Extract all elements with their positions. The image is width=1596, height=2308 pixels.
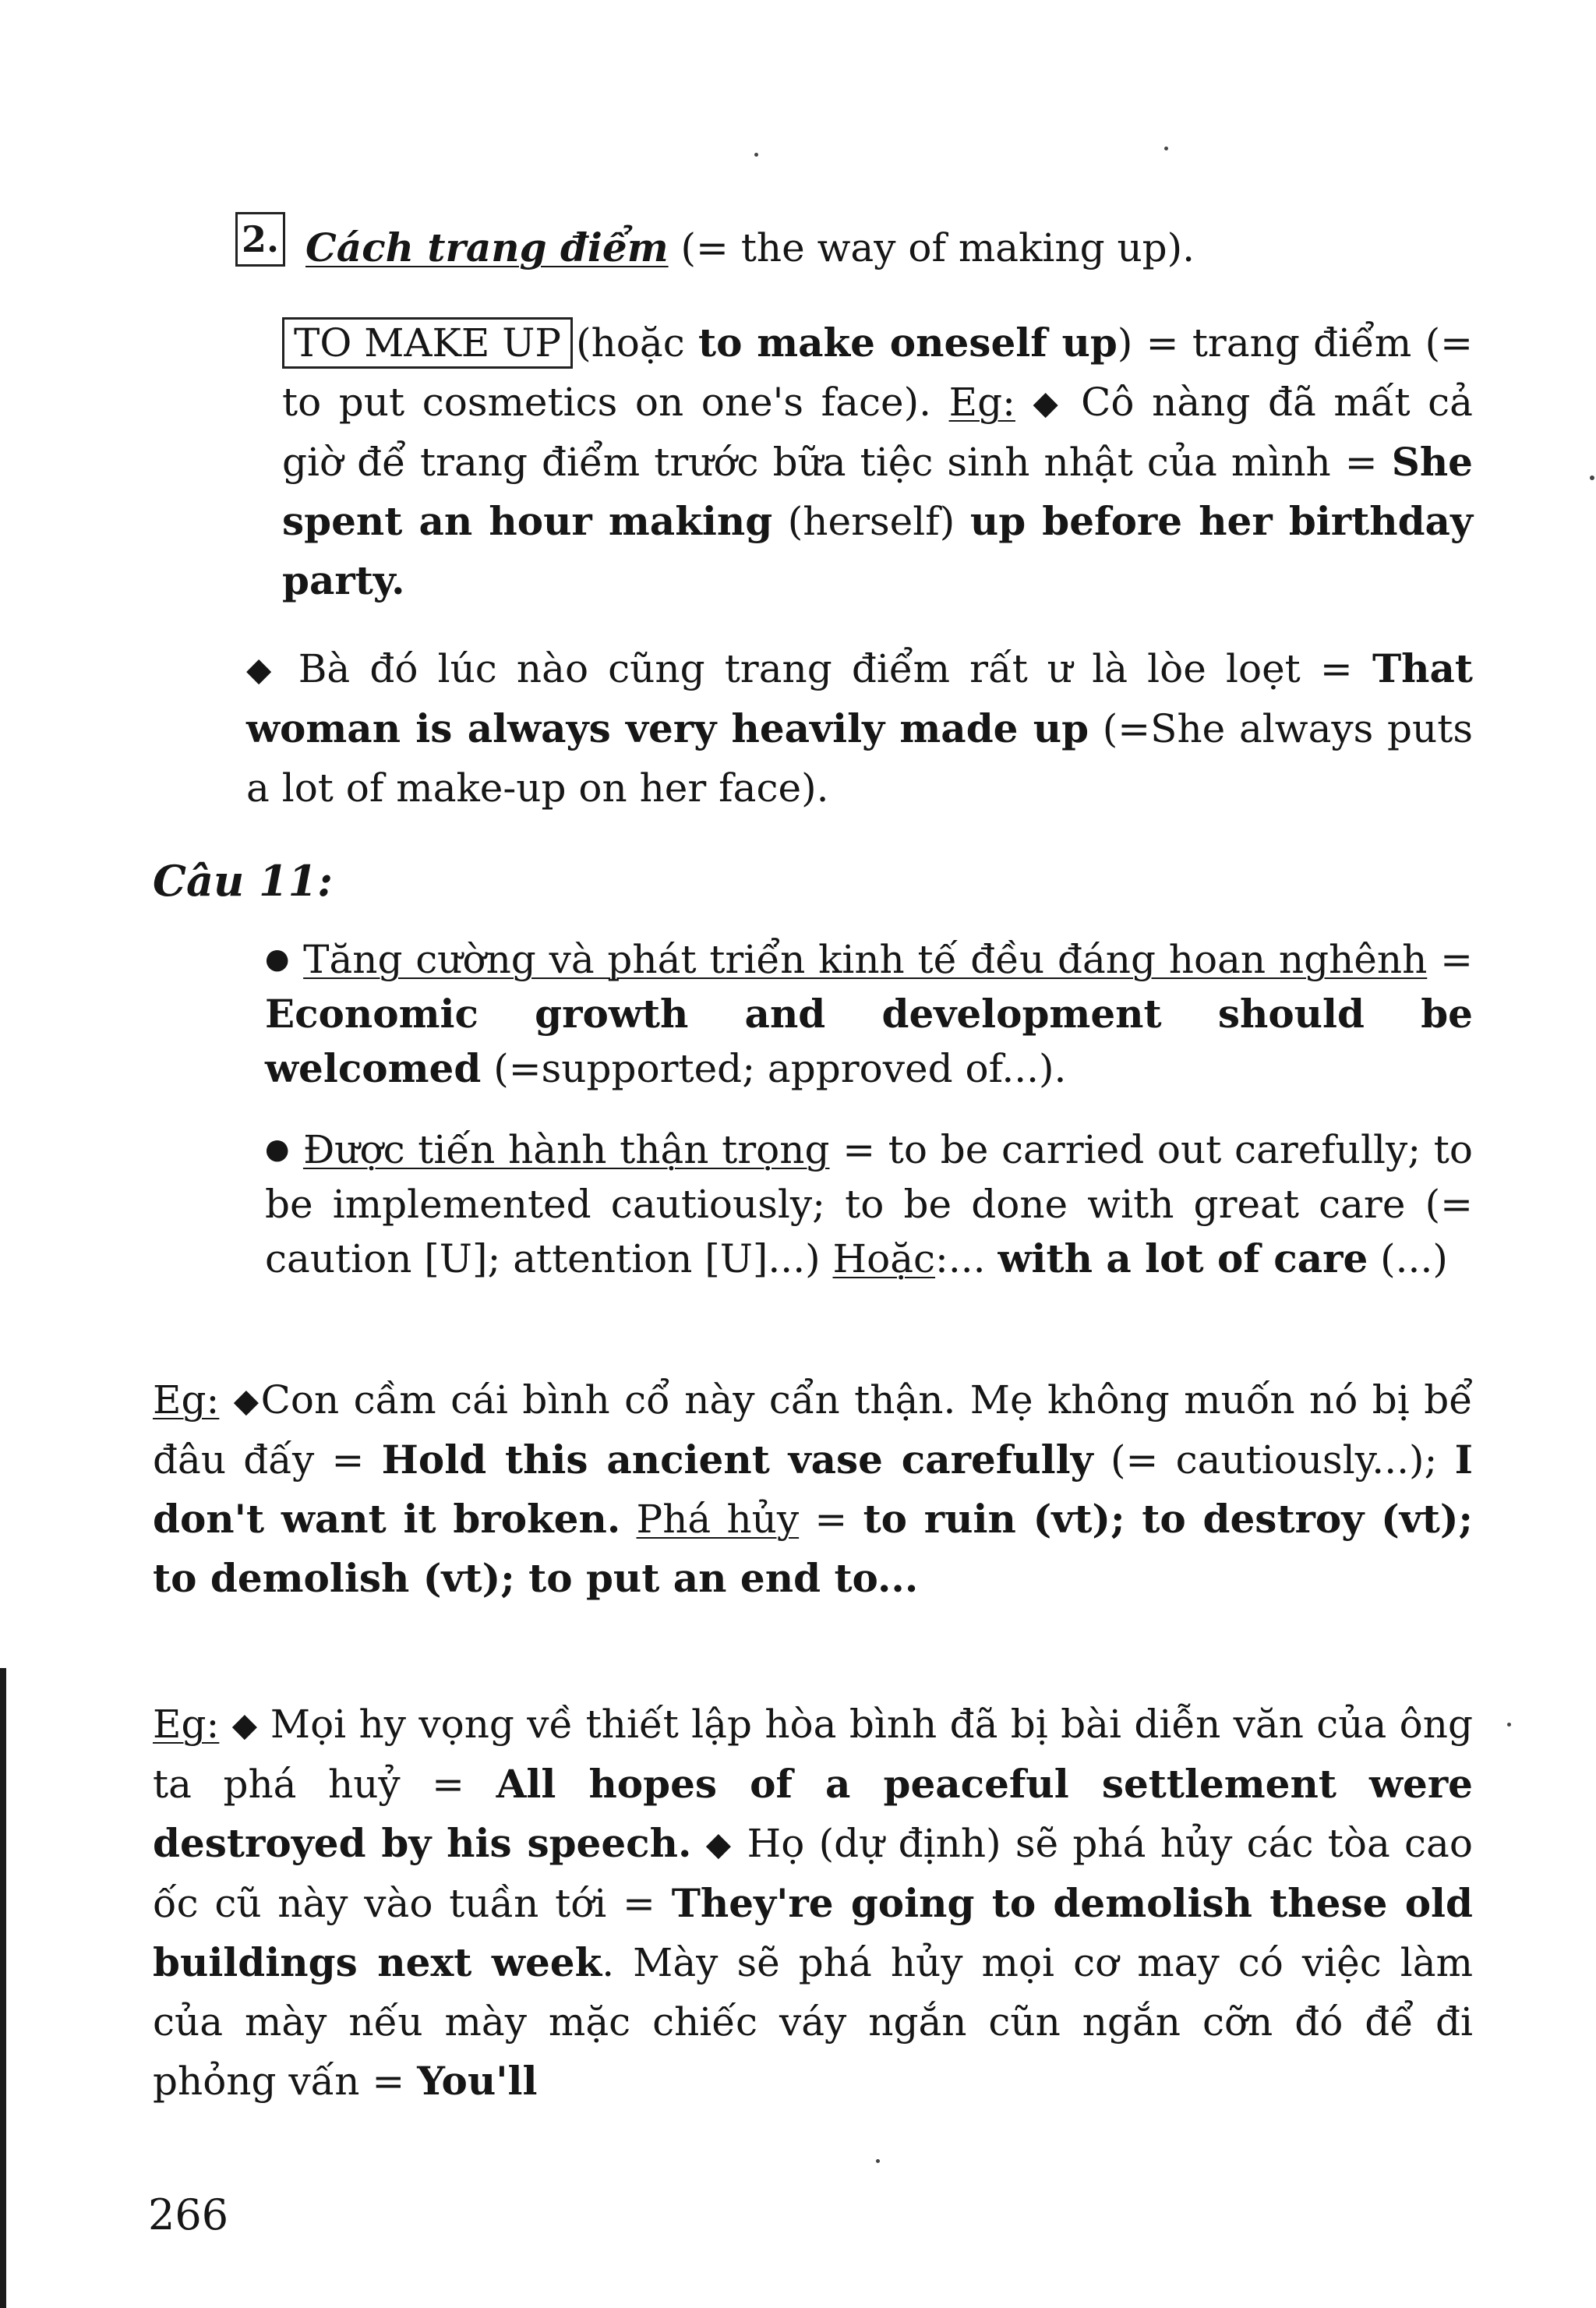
bullet-1-vietnamese: Tăng cường và phát triển kinh tế đều đáng hoan nghênh bbox=[303, 937, 1428, 982]
eg-2-dot: . bbox=[602, 1940, 615, 1985]
example-1-english-c: up before her birthday party. bbox=[282, 498, 1473, 603]
section-title: Cách trang điểm bbox=[305, 224, 669, 270]
cau-11-heading bbox=[153, 851, 333, 911]
example-1-vietnamese: Cô nàng đã mất cả giờ để trang điểm trước bữa tiệc sinh nhật của mình = bbox=[282, 380, 1473, 485]
eg-2-vietnamese-3: Mày sẽ phá hủy mọi cơ may có việc làm của mày nếu mày mặc chiếc váy ngắn cũn ngắn cỡn đó để đi phỏng vấn = bbox=[153, 1940, 1473, 2104]
example-2-rest: (=She always puts a lot of make-up on her face). bbox=[246, 706, 1473, 811]
bullet-2-hoac: Hoặc bbox=[832, 1236, 936, 1281]
bullet-2-english: with a lot of care bbox=[998, 1235, 1368, 1281]
entry-alt-rest: ) = trang điểm (= to put cosmetics on one's face). bbox=[282, 320, 1473, 425]
bullet-1-rest: (=supported; approved of...). bbox=[481, 1046, 1067, 1091]
eg-2-vietnamese-2: Họ (dự định) sẽ phá hủy các tòa cao ốc cũ này vào tuần tới = bbox=[153, 1821, 1473, 1926]
example-2-english: That woman is always very heavily made up bbox=[246, 645, 1473, 751]
section-title-gloss: (= the way of making up). bbox=[680, 225, 1195, 270]
eg-1-vietnamese: Con cầm cái bình cổ này cẩn thận. Mẹ không muốn nó bị bể đâu đấy = bbox=[153, 1377, 1473, 1483]
eg-1-english: Hold this ancient vase carefully bbox=[381, 1437, 1093, 1483]
diamond-bullet-icon: ◆ bbox=[1033, 383, 1064, 422]
eg-1-mid: (= cautiously...); bbox=[1093, 1437, 1455, 1483]
round-bullet-icon: ● bbox=[265, 1133, 291, 1165]
cau-11-bullet-1 bbox=[265, 932, 1473, 1096]
diamond-bullet-icon: ◆ bbox=[231, 1705, 258, 1744]
section-number-box: 2. bbox=[235, 212, 285, 267]
eg-1-english-3: to ruin (vt); to destroy (vt); to demolish (vt); to put an end to... bbox=[153, 1496, 1474, 1601]
eg-2-english-2: They're going to demolish these old buildings next week bbox=[153, 1880, 1473, 1985]
bullet-2-vietnamese: Được tiến hành thận trọng bbox=[302, 1127, 830, 1172]
bullet-2-dots: :... bbox=[935, 1236, 998, 1281]
round-bullet-icon: ● bbox=[265, 943, 291, 975]
eg-1-eq: = bbox=[799, 1497, 863, 1542]
eg-2-english-1: All hopes of a peaceful settlement were destroyed by his speech. bbox=[153, 1761, 1473, 1866]
bullet-2-end: (...) bbox=[1368, 1236, 1448, 1281]
entry-alt-open: (hoặc bbox=[576, 320, 698, 366]
diamond-bullet-icon: ◆ bbox=[233, 1381, 261, 1419]
bullet-1-eq: = bbox=[1427, 937, 1473, 982]
eg-label: Eg: bbox=[948, 380, 1015, 425]
eg-2-block bbox=[153, 1695, 1473, 2111]
example-1-english-a: She spent an hour making bbox=[282, 439, 1473, 544]
section-heading bbox=[305, 224, 1474, 271]
scan-speck bbox=[1164, 147, 1168, 150]
diamond-bullet-icon: ◆ bbox=[705, 1825, 733, 1863]
scan-edge-line bbox=[0, 1668, 6, 2308]
entry-example-2 bbox=[246, 639, 1473, 818]
keyword-box: TO MAKE UP bbox=[282, 317, 573, 369]
eg-2-label: Eg: bbox=[153, 1702, 220, 1747]
eg-1-space bbox=[620, 1497, 636, 1542]
cau-11-label: Câu 11: bbox=[153, 856, 334, 906]
scan-speck bbox=[754, 153, 758, 157]
eg-2-english-3: You'll bbox=[417, 2058, 538, 2104]
cau-11-bullet-2 bbox=[265, 1122, 1473, 1286]
page-number: 266 bbox=[148, 2190, 229, 2239]
diamond-bullet-icon: ◆ bbox=[246, 650, 279, 688]
bullet-1-english: Economic growth and development should be welcomed bbox=[265, 991, 1473, 1091]
entry-to-make-up bbox=[282, 313, 1473, 610]
scan-speck bbox=[876, 2159, 880, 2163]
eg-1-block bbox=[153, 1370, 1473, 1608]
eg-1-english-2: I don't want it broken. bbox=[153, 1437, 1473, 1542]
eg-2-vietnamese-1: Mọi hy vọng về thiết lập hòa bình đã bị bài diễn văn của ông ta phá huỷ = bbox=[153, 1702, 1473, 1807]
scan-speck bbox=[1590, 475, 1594, 480]
entry-alt-bold: to make oneself up bbox=[697, 320, 1118, 366]
bullet-2-rest: = to be carried out carefully; to be implemented cautiously; to be done with great care (= caution [U]; attention [U]...) bbox=[265, 1127, 1473, 1281]
example-2-vietnamese: Bà đó lúc nào cũng trang điểm rất ư là lòe loẹt = bbox=[298, 646, 1372, 691]
eg-1-label: Eg: bbox=[153, 1377, 220, 1423]
example-1-english-b: (herself) bbox=[772, 499, 970, 544]
scan-speck bbox=[1507, 1723, 1511, 1727]
eg-1-pha-huy: Phá hủy bbox=[636, 1497, 800, 1542]
